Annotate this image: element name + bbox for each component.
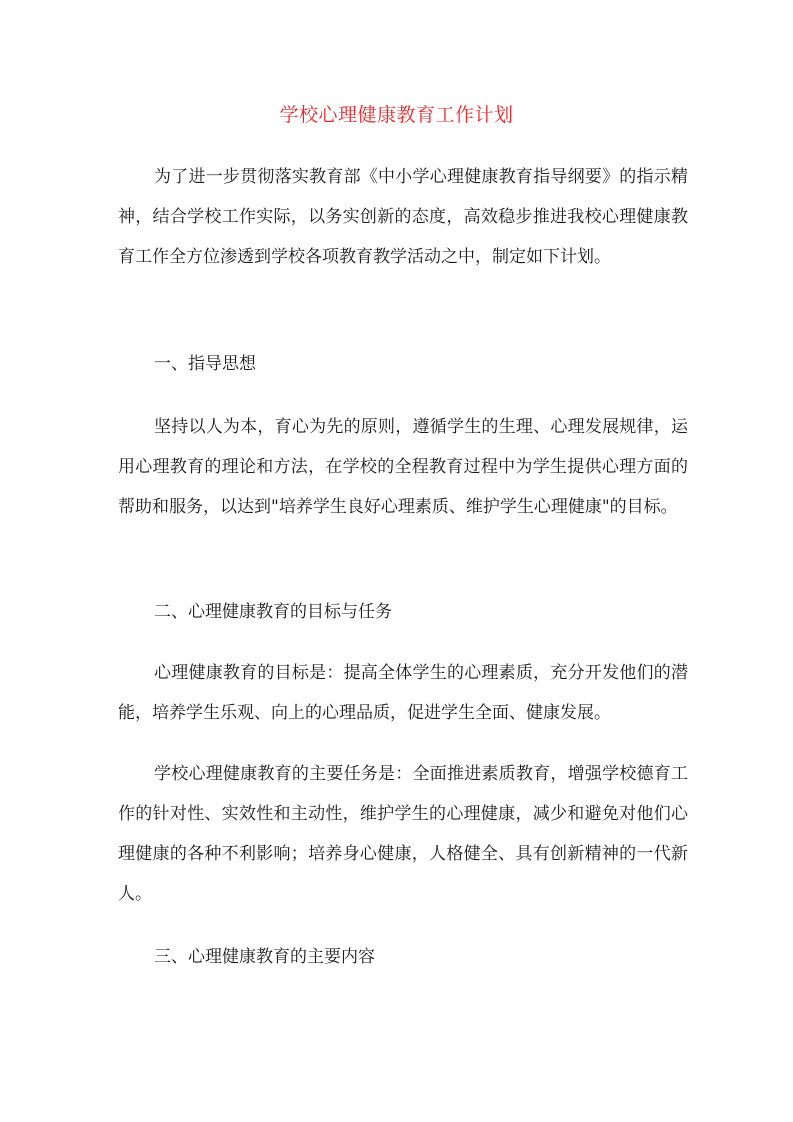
guiding-ideology-paragraph: 坚持以人为本，育心为先的原则，遵循学生的生理、心理发展规律，运用心理教育的理论和方法，在学校的全程教育过程中为学生提供心理方面的帮助和服务，以达到"培养学生良好心理素质、维护学生心理健康"的目标。 <box>118 417 688 517</box>
tasks-paragraph: 学校心理健康教育的主要任务是：全面推进素质教育，增强学校德育工作的针对性、实效性和主动性，维护学生的心理健康，减少和避免对他们心理健康的各种不利影响；培养身心健康，人格健全、具有创新精神的一代新人。 <box>118 764 688 904</box>
intro-paragraph: 为了进一步贯彻落实教育部《中小学心理健康教育指导纲要》的指示精神，结合学校工作实际，以务实创新的态度，高效稳步推进我校心理健康教育工作全方位渗透到学校各项教育教学活动之中，制定如下计划。 <box>118 167 688 267</box>
document-title: 学校心理健康教育工作计划 <box>279 104 514 126</box>
section-heading-main-content: 三、心理健康教育的主要内容 <box>154 947 375 967</box>
section-heading-guiding-ideology: 一、指导思想 <box>154 354 256 374</box>
section-heading-goals-tasks: 二、心理健康教育的目标与任务 <box>154 602 392 622</box>
goals-paragraph: 心理健康教育的目标是：提高全体学生的心理素质，充分开发他们的潜能，培养学生乐观、向上的心理品质，促进学生全面、健康发展。 <box>118 663 688 723</box>
